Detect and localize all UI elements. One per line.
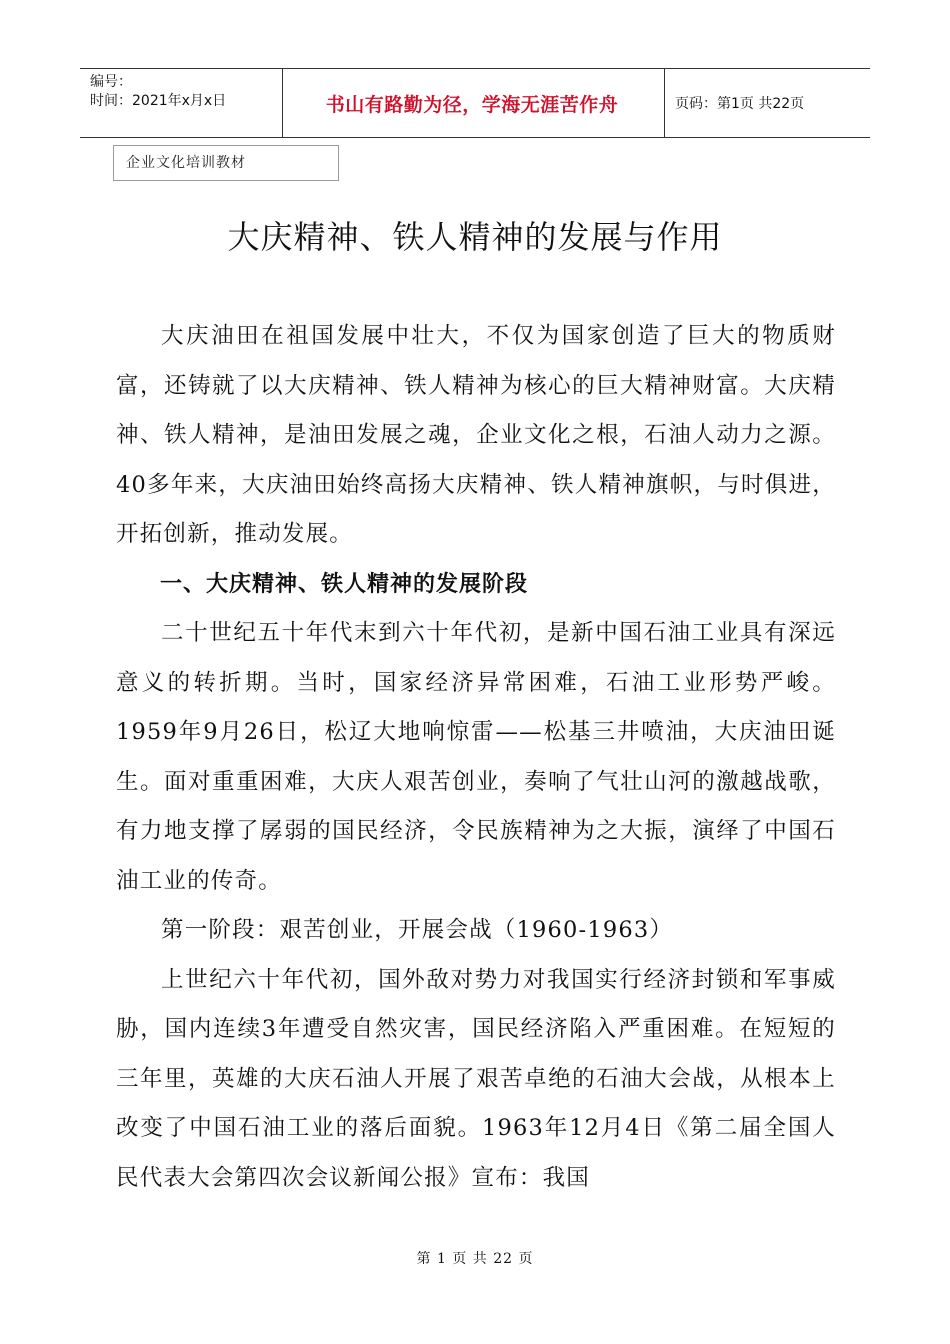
body-paragraph: 大庆油田在祖国发展中壮大，不仅为国家创造了巨大的物质财富，还铸就了以大庆精神、铁人精神为核心的巨大精神财富。大庆精神、铁人精神，是油田发展之魂，企业文化之根，石油人动力之源。40多年来，大庆油田始终高扬大庆精神、铁人精神旗帜，与时俱进，开拓创新，推动发展。	[116, 323, 836, 547]
document-category-box: 企业文化培训教材	[113, 145, 339, 181]
header-meta	[90, 73, 226, 111]
body-paragraph: 二十世纪五十年代末到六十年代初，是新中国石油工业具有深远意义的转折期。当时，国家经济异常困难，石油工业形势严峻。1959年9月26日，松辽大地响惊雷——松基三井喷油，大庆油田诞生。面对重重困难，大庆人艰苦创业，奏响了气壮山河的激越战歌，有力地支撑了孱弱的国民经济，令民族精神为之大振，演绎了中国石油工业的传奇。	[116, 620, 836, 894]
document-body	[116, 312, 836, 1203]
time-label: 时间：2021年x月x日	[90, 93, 227, 109]
page-footer: 第 1 页 共 22 页	[416, 1251, 534, 1267]
header-table	[80, 68, 870, 138]
header-page-info: 页码：第1页 共22页	[675, 96, 805, 112]
body-paragraph: 上世纪六十年代初，国外敌对势力对我国实行经济封锁和军事威胁，国内连续3年遭受自然灾害，国民经济陷入严重困难。在短短的三年里，英雄的大庆石油人开展了艰苦卓绝的石油大会战，从根本上改变了中国石油工业的落后面貌。1963年12月4日《第二届全国人民代表大会第四次会议新闻公报》宣布：我国	[116, 966, 836, 1191]
document-title: 大庆精神、铁人精神的发展与作用	[227, 218, 723, 256]
header-motto: 书山有路勤为径，学海无涯苦作舟	[325, 93, 619, 116]
subsection-heading: 第一阶段：艰苦创业，开展会战（1960-1963）	[161, 917, 674, 943]
number-label: 编号：	[90, 74, 132, 90]
section-heading: 一、大庆精神、铁人精神的发展阶段	[160, 571, 529, 597]
